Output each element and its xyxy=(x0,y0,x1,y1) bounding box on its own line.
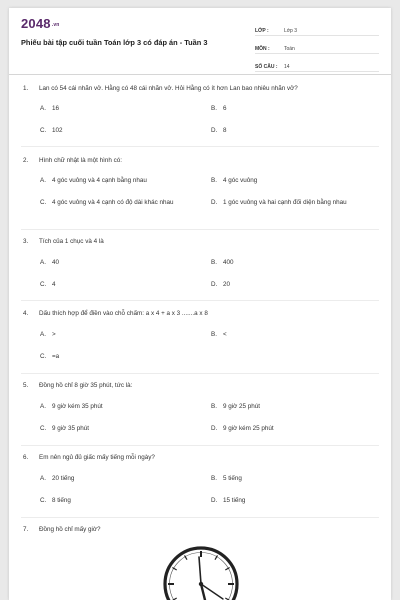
question-1 xyxy=(23,85,298,92)
divider xyxy=(21,146,379,147)
option-letter: B. xyxy=(211,259,217,266)
option-text: 8 tiếng xyxy=(52,497,71,504)
option-letter: D. xyxy=(211,127,218,134)
meta-count-value: 14 xyxy=(284,64,290,70)
option-letter: D. xyxy=(211,281,218,288)
meta-subject-row xyxy=(255,36,379,54)
q3-option-a[interactable] xyxy=(40,257,59,268)
worksheet-title: Phiếu bài tập cuối tuần Toán lớp 3 có đáp án - Tuần 3 xyxy=(21,38,208,47)
q1-option-d[interactable] xyxy=(211,125,227,136)
question-text: Dấu thích hợp để điền vào chỗ chấm: a x 4 + a x 3 .......a x 8 xyxy=(39,310,208,317)
option-letter: A. xyxy=(40,475,46,482)
option-text: 6 xyxy=(223,105,227,112)
option-text: =a xyxy=(52,353,60,360)
divider xyxy=(21,229,379,230)
q5-option-a[interactable] xyxy=(40,401,103,412)
option-text: 4 xyxy=(52,281,56,288)
meta-subject-value: Toán xyxy=(284,46,295,52)
question-number: 1. xyxy=(23,85,29,92)
option-text: 4 góc vuông và 4 cạnh có độ dài khác nhau xyxy=(52,199,174,206)
q6-option-b[interactable] xyxy=(211,473,242,484)
q5-option-c[interactable] xyxy=(40,423,89,434)
option-text: 4 góc vuông xyxy=(223,177,258,184)
divider xyxy=(21,300,379,301)
question-6 xyxy=(23,454,155,461)
option-text: < xyxy=(223,331,227,338)
option-letter: B. xyxy=(211,105,217,112)
option-letter: B. xyxy=(211,403,217,410)
meta-class-row xyxy=(255,18,379,36)
option-text: 5 tiếng xyxy=(223,475,242,482)
option-letter: A. xyxy=(40,105,46,112)
q2-option-c[interactable] xyxy=(40,197,200,208)
logo-text: 2048 xyxy=(21,16,51,31)
option-text: 15 tiếng xyxy=(223,497,246,504)
question-text: Tích của 1 chục và 4 là xyxy=(39,238,104,245)
option-letter: C. xyxy=(40,353,47,360)
option-letter: A. xyxy=(40,403,46,410)
question-text: Lan có 54 cái nhãn vở. Hằng có 48 cái nhãn vở. Hỏi Hằng có ít hơn Lan bao nhiêu nhãn vở? xyxy=(39,85,298,92)
option-letter: C. xyxy=(40,281,47,288)
option-text: 4 góc vuông và 4 cạnh bằng nhau xyxy=(52,177,147,184)
option-letter: D. xyxy=(211,425,218,432)
question-number: 7. xyxy=(23,526,29,533)
divider xyxy=(21,445,379,446)
question-7 xyxy=(23,526,101,533)
q2-option-d[interactable] xyxy=(211,197,371,208)
site-logo[interactable] xyxy=(21,16,60,31)
q4-option-b[interactable] xyxy=(211,329,227,340)
question-text: Em nên ngủ đủ giấc mấy tiếng mỗi ngày? xyxy=(39,454,155,461)
divider xyxy=(21,373,379,374)
option-text: 9 giờ 25 phút xyxy=(223,403,261,410)
q4-option-c[interactable] xyxy=(40,351,59,362)
q3-option-c[interactable] xyxy=(40,279,56,290)
q1-option-c[interactable] xyxy=(40,125,63,136)
question-5 xyxy=(23,382,132,389)
q1-option-b[interactable] xyxy=(211,103,227,114)
question-3 xyxy=(23,238,104,245)
worksheet-page xyxy=(9,8,391,600)
meta-count-row xyxy=(255,54,379,72)
question-text: Hình chữ nhật là một hình có: xyxy=(39,157,122,164)
q3-option-b[interactable] xyxy=(211,257,234,268)
option-text: 400 xyxy=(223,259,234,266)
q3-option-d[interactable] xyxy=(211,279,230,290)
logo-suffix: .vn xyxy=(51,21,60,28)
divider xyxy=(21,517,379,518)
option-letter: B. xyxy=(211,177,217,184)
option-letter: C. xyxy=(40,425,47,432)
option-letter: C. xyxy=(40,497,47,504)
meta-class-label: LỚP : xyxy=(255,28,269,34)
worksheet-meta xyxy=(255,18,379,72)
option-text: 9 giờ kém 35 phút xyxy=(52,403,103,410)
option-text: 20 tiếng xyxy=(52,475,75,482)
meta-subject-label: MÔN : xyxy=(255,46,270,52)
option-text: 102 xyxy=(52,127,63,134)
option-letter: A. xyxy=(40,259,46,266)
question-number: 5. xyxy=(23,382,29,389)
question-number: 6. xyxy=(23,454,29,461)
option-letter: A. xyxy=(40,177,46,184)
option-text: 9 giờ 35 phút xyxy=(52,425,90,432)
q6-option-a[interactable] xyxy=(40,473,74,484)
q4-option-a[interactable] xyxy=(40,329,56,340)
q2-option-a[interactable] xyxy=(40,175,147,186)
question-number: 4. xyxy=(23,310,29,317)
q5-option-b[interactable] xyxy=(211,401,260,412)
clock-icon xyxy=(161,544,241,600)
meta-class-value: Lớp 3 xyxy=(284,28,298,34)
option-text: 8 xyxy=(223,127,227,134)
worksheet-header xyxy=(9,8,391,75)
option-letter: A. xyxy=(40,331,46,338)
q2-option-b[interactable] xyxy=(211,175,257,186)
question-text: Đồng hồ chỉ mấy giờ? xyxy=(39,526,101,533)
option-text: > xyxy=(52,331,56,338)
question-4 xyxy=(23,310,208,317)
option-letter: D. xyxy=(211,497,218,504)
option-text: 20 xyxy=(223,281,231,288)
question-number: 2. xyxy=(23,157,29,164)
option-text: 40 xyxy=(52,259,60,266)
option-text: 9 giờ kém 25 phút xyxy=(223,425,274,432)
option-letter: C. xyxy=(40,127,47,134)
q6-option-c[interactable] xyxy=(40,495,71,506)
q5-option-d[interactable] xyxy=(211,423,274,434)
option-letter: B. xyxy=(211,475,217,482)
question-number: 3. xyxy=(23,238,29,245)
option-text: 16 xyxy=(52,105,60,112)
meta-count-label: SỐ CÂU : xyxy=(255,64,278,70)
q1-option-a[interactable] xyxy=(40,103,59,114)
option-letter: B. xyxy=(211,331,217,338)
option-letter: D. xyxy=(211,199,218,206)
option-letter: C. xyxy=(40,199,47,206)
question-text: Đồng hồ chỉ 8 giờ 35 phút, tức là: xyxy=(39,382,133,389)
q6-option-d[interactable] xyxy=(211,495,245,506)
question-2 xyxy=(23,157,122,164)
option-text: 1 góc vuông và hai cạnh đối diện bằng nhau xyxy=(223,199,347,206)
